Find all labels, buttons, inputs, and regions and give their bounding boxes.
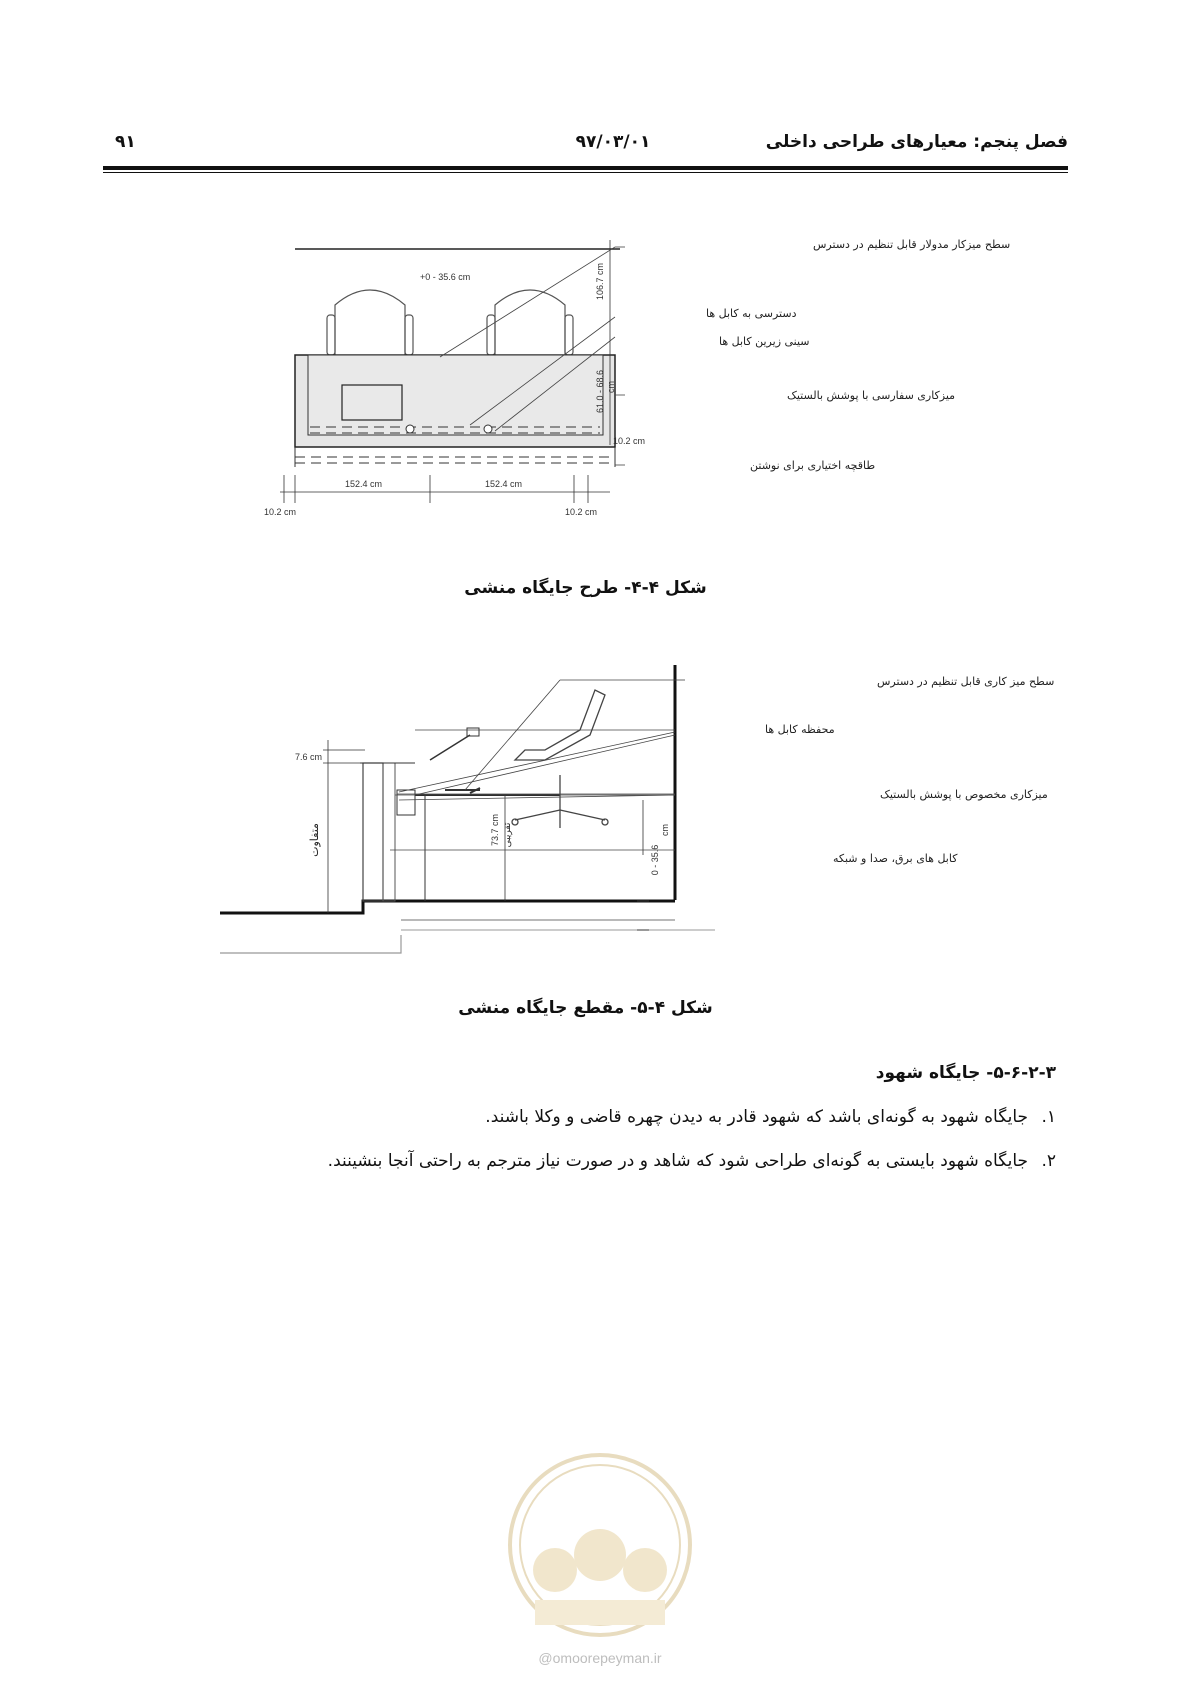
plan-label-5: طاقچه اختیاری برای نوشتن	[750, 459, 876, 472]
dim-106: 106.7 cm	[595, 262, 605, 300]
dim-7-6: 7.6 cm	[295, 752, 323, 762]
dim-0-35: 0 - 35.6	[650, 844, 660, 876]
section-list	[126, 1105, 1056, 1193]
dim-152-left: 152.4 cm	[345, 479, 383, 489]
list-item	[126, 1105, 1056, 1129]
chair-right	[487, 290, 573, 355]
dim-61: 61.0 - 68.6	[595, 369, 605, 413]
section-label-4: کابل های برق، صدا و شبکه	[833, 852, 958, 865]
dim-10-right: 10.2 cm	[565, 507, 598, 517]
page-number: ۹۱	[115, 132, 136, 152]
dim-top-range: +0 - 35.6 cm	[420, 272, 471, 282]
seal-icon	[500, 1450, 700, 1650]
plan-label-4: میزکاری سفارسی با پوشش بالستیک	[787, 389, 956, 402]
list-item-text: جایگاه شهود بایستی به گونه‌ای طراحی شود که شاهد و در صورت نیاز مترجم به راحتی آنجا بنشینند.	[327, 1151, 1029, 1171]
section-label-3: میزکاری مخصوص با پوشش بالستیک	[880, 788, 1048, 801]
leader-panel	[399, 732, 675, 792]
page-header	[103, 128, 1068, 158]
plan-label-3: سینی زیرین کابل ها	[719, 335, 810, 348]
header-rule	[103, 166, 1068, 170]
header-date: ۹۷/۰۳/۰۱	[575, 132, 651, 152]
list-item-text: جایگاه شهود به گونه‌ای باشد که شهود قادر به دیدن چهره قاضی و وکلا باشند.	[485, 1107, 1029, 1127]
dim-varies: متفاوت	[308, 823, 321, 857]
watermark-text: @omoorepeyman.ir	[538, 1650, 662, 1666]
watermark-logo	[500, 1450, 700, 1670]
chair-section	[512, 690, 608, 828]
figure-section	[215, 660, 1055, 960]
chair-left	[327, 290, 413, 355]
figure-section-caption: شکل ۴-۵- مقطع جایگاه منشی	[458, 998, 713, 1018]
list-item-number: ۲.	[1041, 1151, 1056, 1171]
list-item	[126, 1149, 1056, 1173]
figure-plan	[264, 235, 1011, 555]
dim-0-35-unit: cm	[660, 824, 670, 836]
plan-label-2: دسترسی به کابل ها	[706, 307, 797, 320]
header-rule-thin	[103, 172, 1068, 173]
dim-61-unit: cm	[606, 381, 616, 393]
chapter-title: فصل پنجم: معیارهای طراحی داخلی	[765, 132, 1068, 152]
dim-152-right: 152.4 cm	[485, 479, 523, 489]
list-item-number: ۱.	[1041, 1107, 1056, 1127]
dim-73-7-note: تقریبی	[503, 822, 513, 848]
section-title: ۵-۶-۲-۳- جایگاه شهود	[875, 1063, 1056, 1083]
dim-10-left: 10.2 cm	[264, 507, 297, 517]
dim-73-7: 73.7 cm	[490, 813, 500, 847]
plan-drawing	[264, 235, 1011, 555]
section-label-1: سطح میز کاری قابل تنظیم در دسترس	[877, 675, 1055, 688]
figure-plan-caption: شکل ۴-۴- طرح جایگاه منشی	[464, 578, 707, 598]
section-drawing	[215, 660, 1055, 960]
section-label-2: محفظه کابل ها	[765, 723, 835, 736]
dim-10-vert: 10.2 cm	[613, 436, 646, 446]
plan-label-1: سطح میزکار مدولار قابل تنظیم در دسترس	[813, 238, 1011, 251]
